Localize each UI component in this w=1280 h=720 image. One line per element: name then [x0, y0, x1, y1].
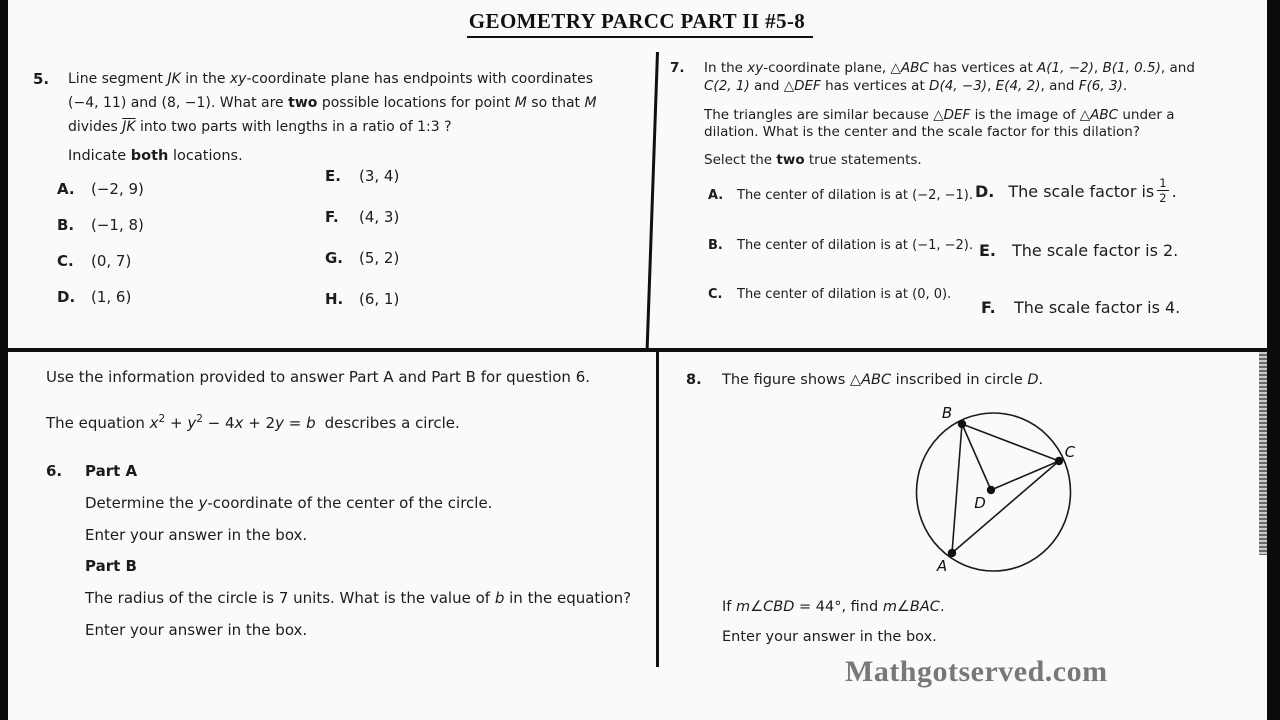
- q7-choice-e-letter: E.: [979, 241, 997, 260]
- text-run: △ABC: [849, 372, 892, 388]
- text-run: into two parts with lengths in a ratio of 1:3 ?: [135, 119, 452, 135]
- text-run: M: [514, 95, 527, 111]
- fraction-numerator: 1: [1159, 176, 1167, 190]
- q6-part-a-label: Part A: [85, 462, 138, 480]
- q5-number: 5.: [33, 70, 50, 88]
- page-title: [0, 9, 1280, 38]
- q5-choice-a-value: (−2, 9): [91, 180, 144, 198]
- text-run: The radius of the circle is 7 units. What is the value of: [85, 589, 495, 607]
- exponent: 2: [158, 413, 166, 425]
- text-run: − 4: [202, 414, 235, 432]
- q5-line-1: [68, 71, 593, 87]
- text-run: = 44°, find: [794, 599, 883, 615]
- text-run: describes a circle.: [324, 414, 460, 432]
- text-run: E(4, 2): [995, 78, 1041, 94]
- text-run: D: [1027, 372, 1039, 388]
- chord-ba: [952, 424, 962, 553]
- q7-choice-d: [975, 178, 1177, 205]
- text-run: B(1, 0.5): [1102, 60, 1161, 76]
- q7-choice-c-letter: C.: [708, 287, 723, 302]
- text-run: xy: [747, 60, 764, 76]
- vertical-divider-top: [646, 52, 659, 349]
- text-run: △ABC: [890, 60, 929, 76]
- q6-part-b-line-1: [85, 589, 631, 607]
- q7-choice-d-letter: D.: [975, 182, 995, 202]
- text-run: b: [494, 589, 505, 607]
- q7-select-line: [704, 152, 922, 168]
- text-run: in the: [180, 71, 230, 87]
- text-run: m∠BAC: [882, 599, 940, 615]
- point-d-label: D: [974, 494, 986, 512]
- text-run: Determine the: [85, 494, 199, 512]
- point-a-label: A: [936, 557, 948, 575]
- text-run: true statements.: [804, 152, 922, 168]
- text-run: Select the: [704, 152, 777, 168]
- q6-part-a-line-1: [85, 494, 492, 512]
- q7-choice-a-letter: A.: [708, 188, 724, 203]
- text-run: △DEF: [933, 107, 971, 123]
- text-run: under a: [1118, 107, 1175, 123]
- point-a-dot: [948, 549, 956, 557]
- point-c-dot: [1055, 457, 1063, 465]
- text-run: ,: [1093, 60, 1103, 76]
- q5-choice-b-value: (−1, 8): [91, 216, 144, 234]
- watermark: Mathgotserved.com: [845, 655, 1108, 688]
- text-run: A(1, −2): [1037, 60, 1094, 76]
- q6-intro: Use the information provided to answer Part A and Part B for question 6.: [46, 368, 591, 386]
- text-run: b: [306, 414, 316, 432]
- text-run: Indicate: [68, 148, 131, 164]
- segment-dc: [991, 461, 1059, 490]
- text-run: and: [749, 78, 784, 94]
- text-run: M: [584, 95, 597, 111]
- text-run: △ABC: [1079, 107, 1119, 123]
- q7-choice-b-letter: B.: [708, 238, 723, 253]
- text-run: The figure shows: [722, 372, 850, 388]
- text-run: divides: [68, 119, 123, 135]
- text-run: The equation: [46, 414, 150, 432]
- right-edge-hatch: [1259, 350, 1267, 555]
- q6-number: 6.: [46, 462, 63, 480]
- circle-figure: [900, 398, 1095, 593]
- text-run: two: [776, 152, 805, 168]
- text-run: -coordinate plane has endpoints with coordinates: [246, 71, 594, 87]
- q5-choice-f-value: (4, 3): [359, 208, 400, 226]
- q5-choice-c-letter: C.: [57, 252, 74, 270]
- q5-indicate-line: [68, 148, 243, 164]
- text-run: .: [1122, 78, 1128, 94]
- text-run: The scale factor is: [1008, 182, 1155, 202]
- q8-number: 8.: [686, 372, 702, 388]
- page-title-text: GEOMETRY PARCC PART II #5-8: [467, 9, 813, 38]
- q5-line-2: [68, 95, 597, 111]
- q8-enter-line: Enter your answer in the box.: [722, 629, 937, 645]
- fraction-one-half: [1157, 177, 1168, 204]
- text-run: in the equation?: [504, 589, 632, 607]
- q5-choice-g-value: (5, 2): [359, 249, 400, 267]
- segment-jk-overline: $\overline{JK}$: [122, 119, 136, 135]
- q7-choice-c-text: The center of dilation is at (0, 0).: [737, 287, 952, 302]
- q6-part-b-label: Part B: [85, 557, 137, 575]
- text-run: two: [288, 95, 318, 111]
- point-c-label: C: [1064, 443, 1076, 461]
- q7-choice-f-text: The scale factor is 4.: [1014, 298, 1181, 317]
- text-run: m∠CBD: [736, 599, 795, 615]
- q5-choice-e-value: (3, 4): [359, 167, 400, 185]
- q7-choice-f-letter: F.: [981, 298, 996, 317]
- text-run: The triangles are similar because: [704, 107, 934, 123]
- point-d-dot: [987, 486, 995, 494]
- text-run: has vertices at: [928, 60, 1038, 76]
- text-run: If: [722, 599, 736, 615]
- text-run: C(2, 1): [704, 78, 750, 94]
- vertical-divider-bottom: [656, 352, 659, 667]
- q7-line-1: [704, 60, 1195, 76]
- q5-choice-c-value: (0, 7): [91, 252, 132, 270]
- q7-choice-b-text: The center of dilation is at (−1, −2).: [737, 238, 973, 253]
- q5-choice-h-letter: H.: [325, 290, 344, 308]
- q5-choice-b-letter: B.: [57, 216, 75, 234]
- text-run: xy: [229, 71, 247, 87]
- fraction-denominator: 2: [1159, 191, 1167, 206]
- point-b-dot: [958, 420, 966, 428]
- q5-choice-h-value: (6, 1): [359, 290, 400, 308]
- text-run: inscribed in circle: [891, 372, 1028, 388]
- q5-line-3: [68, 119, 452, 135]
- text-run: Line segment: [68, 71, 168, 87]
- right-edge-bar: [1267, 0, 1280, 720]
- q8-intro: [722, 372, 1043, 388]
- text-run: y: [275, 414, 284, 432]
- text-run: -coordinate of the center of the circle.: [207, 494, 493, 512]
- text-run: =: [283, 414, 307, 432]
- text-run: D(4, −3): [929, 78, 988, 94]
- q8-question-line: [722, 599, 945, 615]
- q5-choice-d-letter: D.: [57, 288, 76, 306]
- text-run: JK: [167, 71, 181, 87]
- text-run: (−4, 11) and (8, −1). What are: [68, 95, 289, 111]
- text-run: .: [1038, 372, 1044, 388]
- text-run: In the: [704, 60, 748, 76]
- text-run: is the image of: [970, 107, 1080, 123]
- q7-number: 7.: [670, 60, 685, 76]
- text-run: x: [234, 414, 244, 432]
- text-run: ,: [987, 78, 996, 94]
- q7-choice-e-text: The scale factor is 2.: [1012, 241, 1179, 260]
- q5-choice-g-letter: G.: [325, 249, 344, 267]
- left-edge-bar: [0, 0, 8, 720]
- text-run: F(6, 3): [1078, 78, 1123, 94]
- q7-line-3: [704, 107, 1174, 123]
- exponent: 2: [196, 413, 203, 425]
- q7-choice-a-text: The center of dilation is at (−2, −1).: [737, 188, 973, 203]
- text-run: both: [130, 148, 169, 164]
- text-run: + 2: [243, 414, 276, 432]
- horizontal-divider: [8, 348, 1268, 352]
- text-run: has vertices at: [820, 78, 930, 94]
- chord-ac: [952, 461, 1059, 553]
- q5-choice-a-letter: A.: [57, 180, 75, 198]
- q5-choice-e-letter: E.: [325, 167, 341, 185]
- text-run: .: [1171, 182, 1177, 202]
- text-run: +: [165, 414, 188, 432]
- q7-line-2: [704, 78, 1127, 94]
- q6-part-b-enter: Enter your answer in the box.: [85, 621, 308, 639]
- q5-choice-d-value: (1, 6): [91, 288, 132, 306]
- q6-part-a-enter: Enter your answer in the box.: [85, 526, 308, 544]
- text-run: , and: [1160, 60, 1195, 76]
- text-run: y: [187, 414, 197, 432]
- q6-equation: [46, 414, 460, 432]
- point-b-label: B: [941, 404, 953, 422]
- text-run: locations.: [168, 148, 243, 164]
- text-run: , and: [1040, 78, 1079, 94]
- text-run: so that: [526, 95, 585, 111]
- text-run: △DEF: [783, 78, 821, 94]
- text-run: possible locations for point: [317, 95, 515, 111]
- q7-line-4: dilation. What is the center and the scale factor for this dilation?: [704, 124, 1140, 140]
- text-run: y: [198, 494, 208, 512]
- q5-choice-f-letter: F.: [325, 208, 339, 226]
- text-run: x: [149, 414, 159, 432]
- text-run: .: [939, 599, 945, 615]
- text-run: -coordinate plane,: [763, 60, 891, 76]
